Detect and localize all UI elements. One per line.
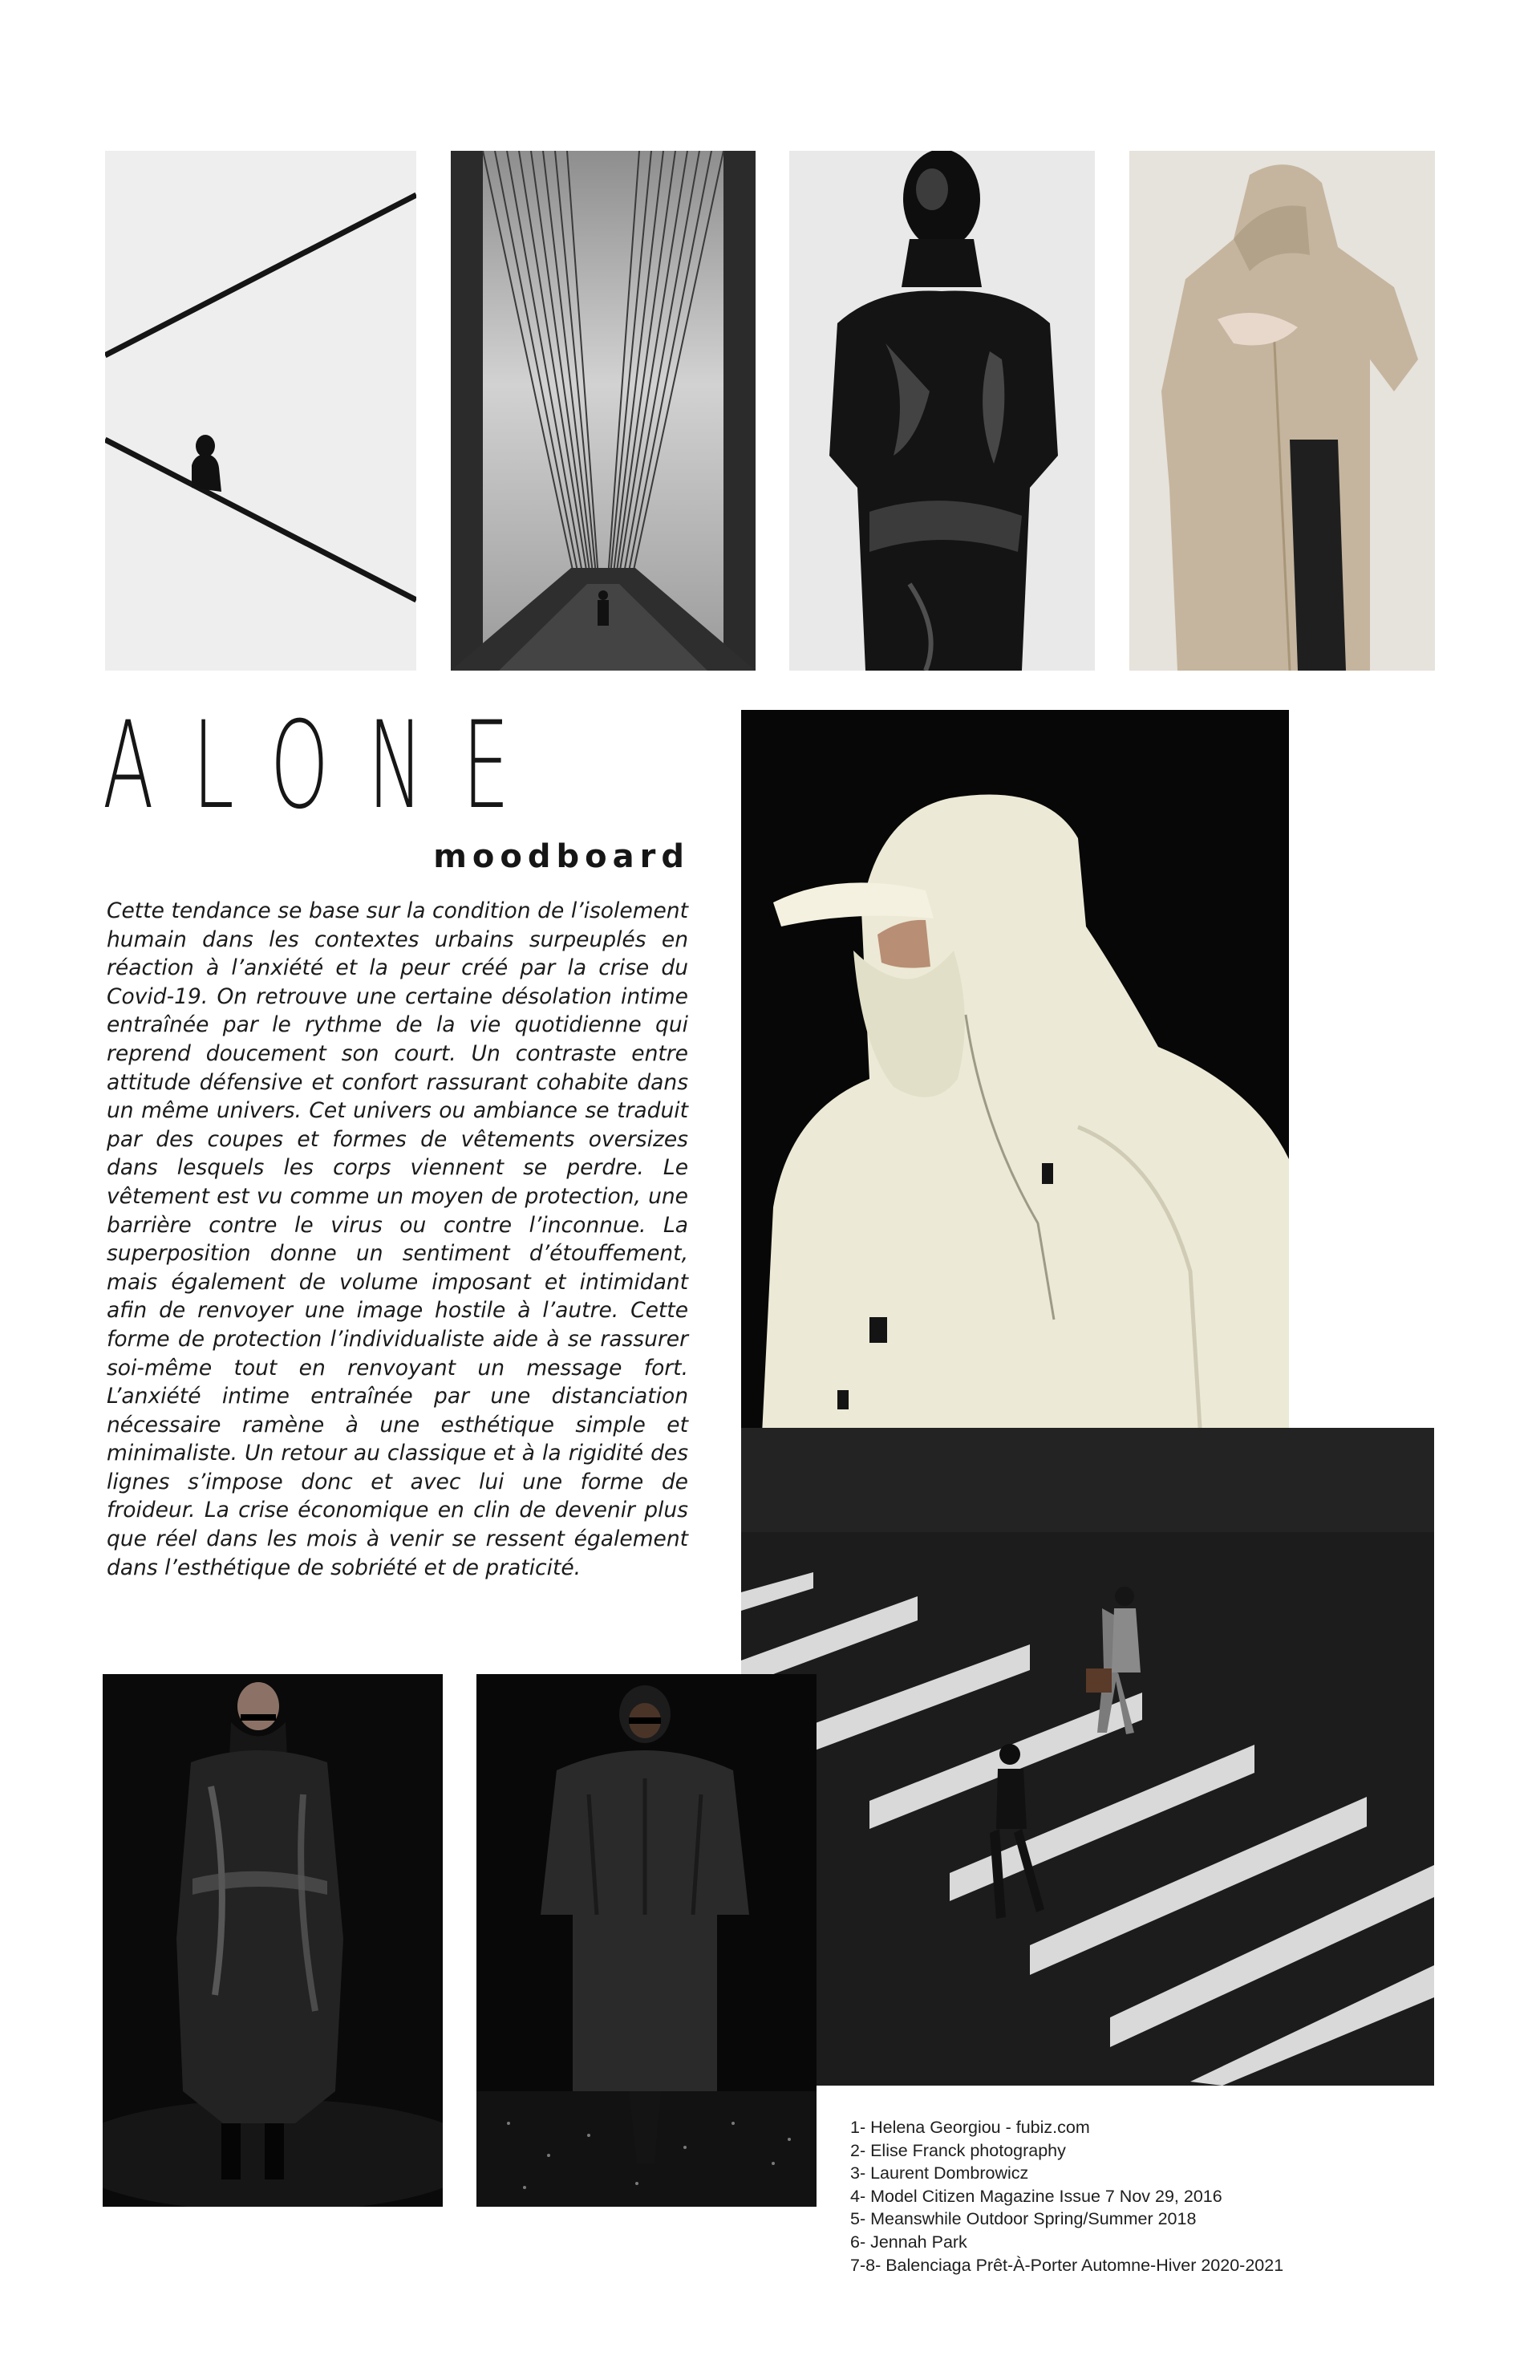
credit-item: 4- Model Citizen Magazine Issue 7 Nov 29, 2016 <box>850 2186 1222 2206</box>
page-subtitle: moodboard <box>433 838 690 875</box>
black-cape-runway-photo <box>476 1674 817 2207</box>
foggy-bridge-photo <box>451 151 756 671</box>
image-credits-list <box>850 2116 1476 2277</box>
page-title: ALONE <box>103 696 549 836</box>
trend-description: Cette tendance se base sur la condition de l’isolement humain dans les contextes urbains surpeuplés en réaction à l’anxiété et la peur créé par la crise du Covid-19. On retrouve une certaine désolation intime entraînée par le rythme de la vie quotidienne qui reprend doucement son court. Un contraste entre attitude défensive et confort rassurant cohabite dans un même univers. Cet univers ou ambiance se traduit par des coupes et formes de vêtements oversizes dans lesquels les corps viennent se perdre. Le vêtement est vu comme un moyen de protection, une barrière contre le virus ou contre l’inconnue. La superposition donne un sentiment d’étouffement, mais également de volume imposant et intimidant afin de renvoyer une image hostile à l’autre. Cette forme de protection l’individualiste aide à se rassurer soi-même tout en renvoyant un message fort. L’anxiété intime entraînée par une distanciation nécessaire ramène à une esthétique simple et minimaliste. Un retour au classique et à la rigidité des lignes s’impose donc et avec lui une forme de froideur. La crise économique en clin de devenir plus que réel dans les mois à venir se ressent également dans l’esthétique de sobriété et de praticité. <box>107 898 688 1580</box>
credit-item: 6- Jennah Park <box>850 2232 967 2252</box>
black-latex-masked-figure-photo <box>789 151 1095 671</box>
black-leather-trench-runway-photo <box>103 1674 443 2207</box>
crosswalk-pedestrians-photo <box>741 1428 1434 2086</box>
credit-item: 5- Meanswhile Outdoor Spring/Summer 2018 <box>850 2209 1197 2229</box>
cream-hooded-jacket-photo <box>741 710 1289 1531</box>
credit-item: 7-8- Balenciaga Prêt-À-Porter Automne-Hiver 2020-2021 <box>850 2255 1284 2275</box>
credit-item: 3- Laurent Dombrowicz <box>850 2163 1029 2183</box>
figure-on-diagonal-lines-photo <box>105 151 416 671</box>
beige-oversized-coat-photo <box>1129 151 1435 671</box>
credit-item: 1- Helena Georgiou - fubiz.com <box>850 2118 1090 2137</box>
credit-item: 2- Elise Franck photography <box>850 2140 1066 2160</box>
